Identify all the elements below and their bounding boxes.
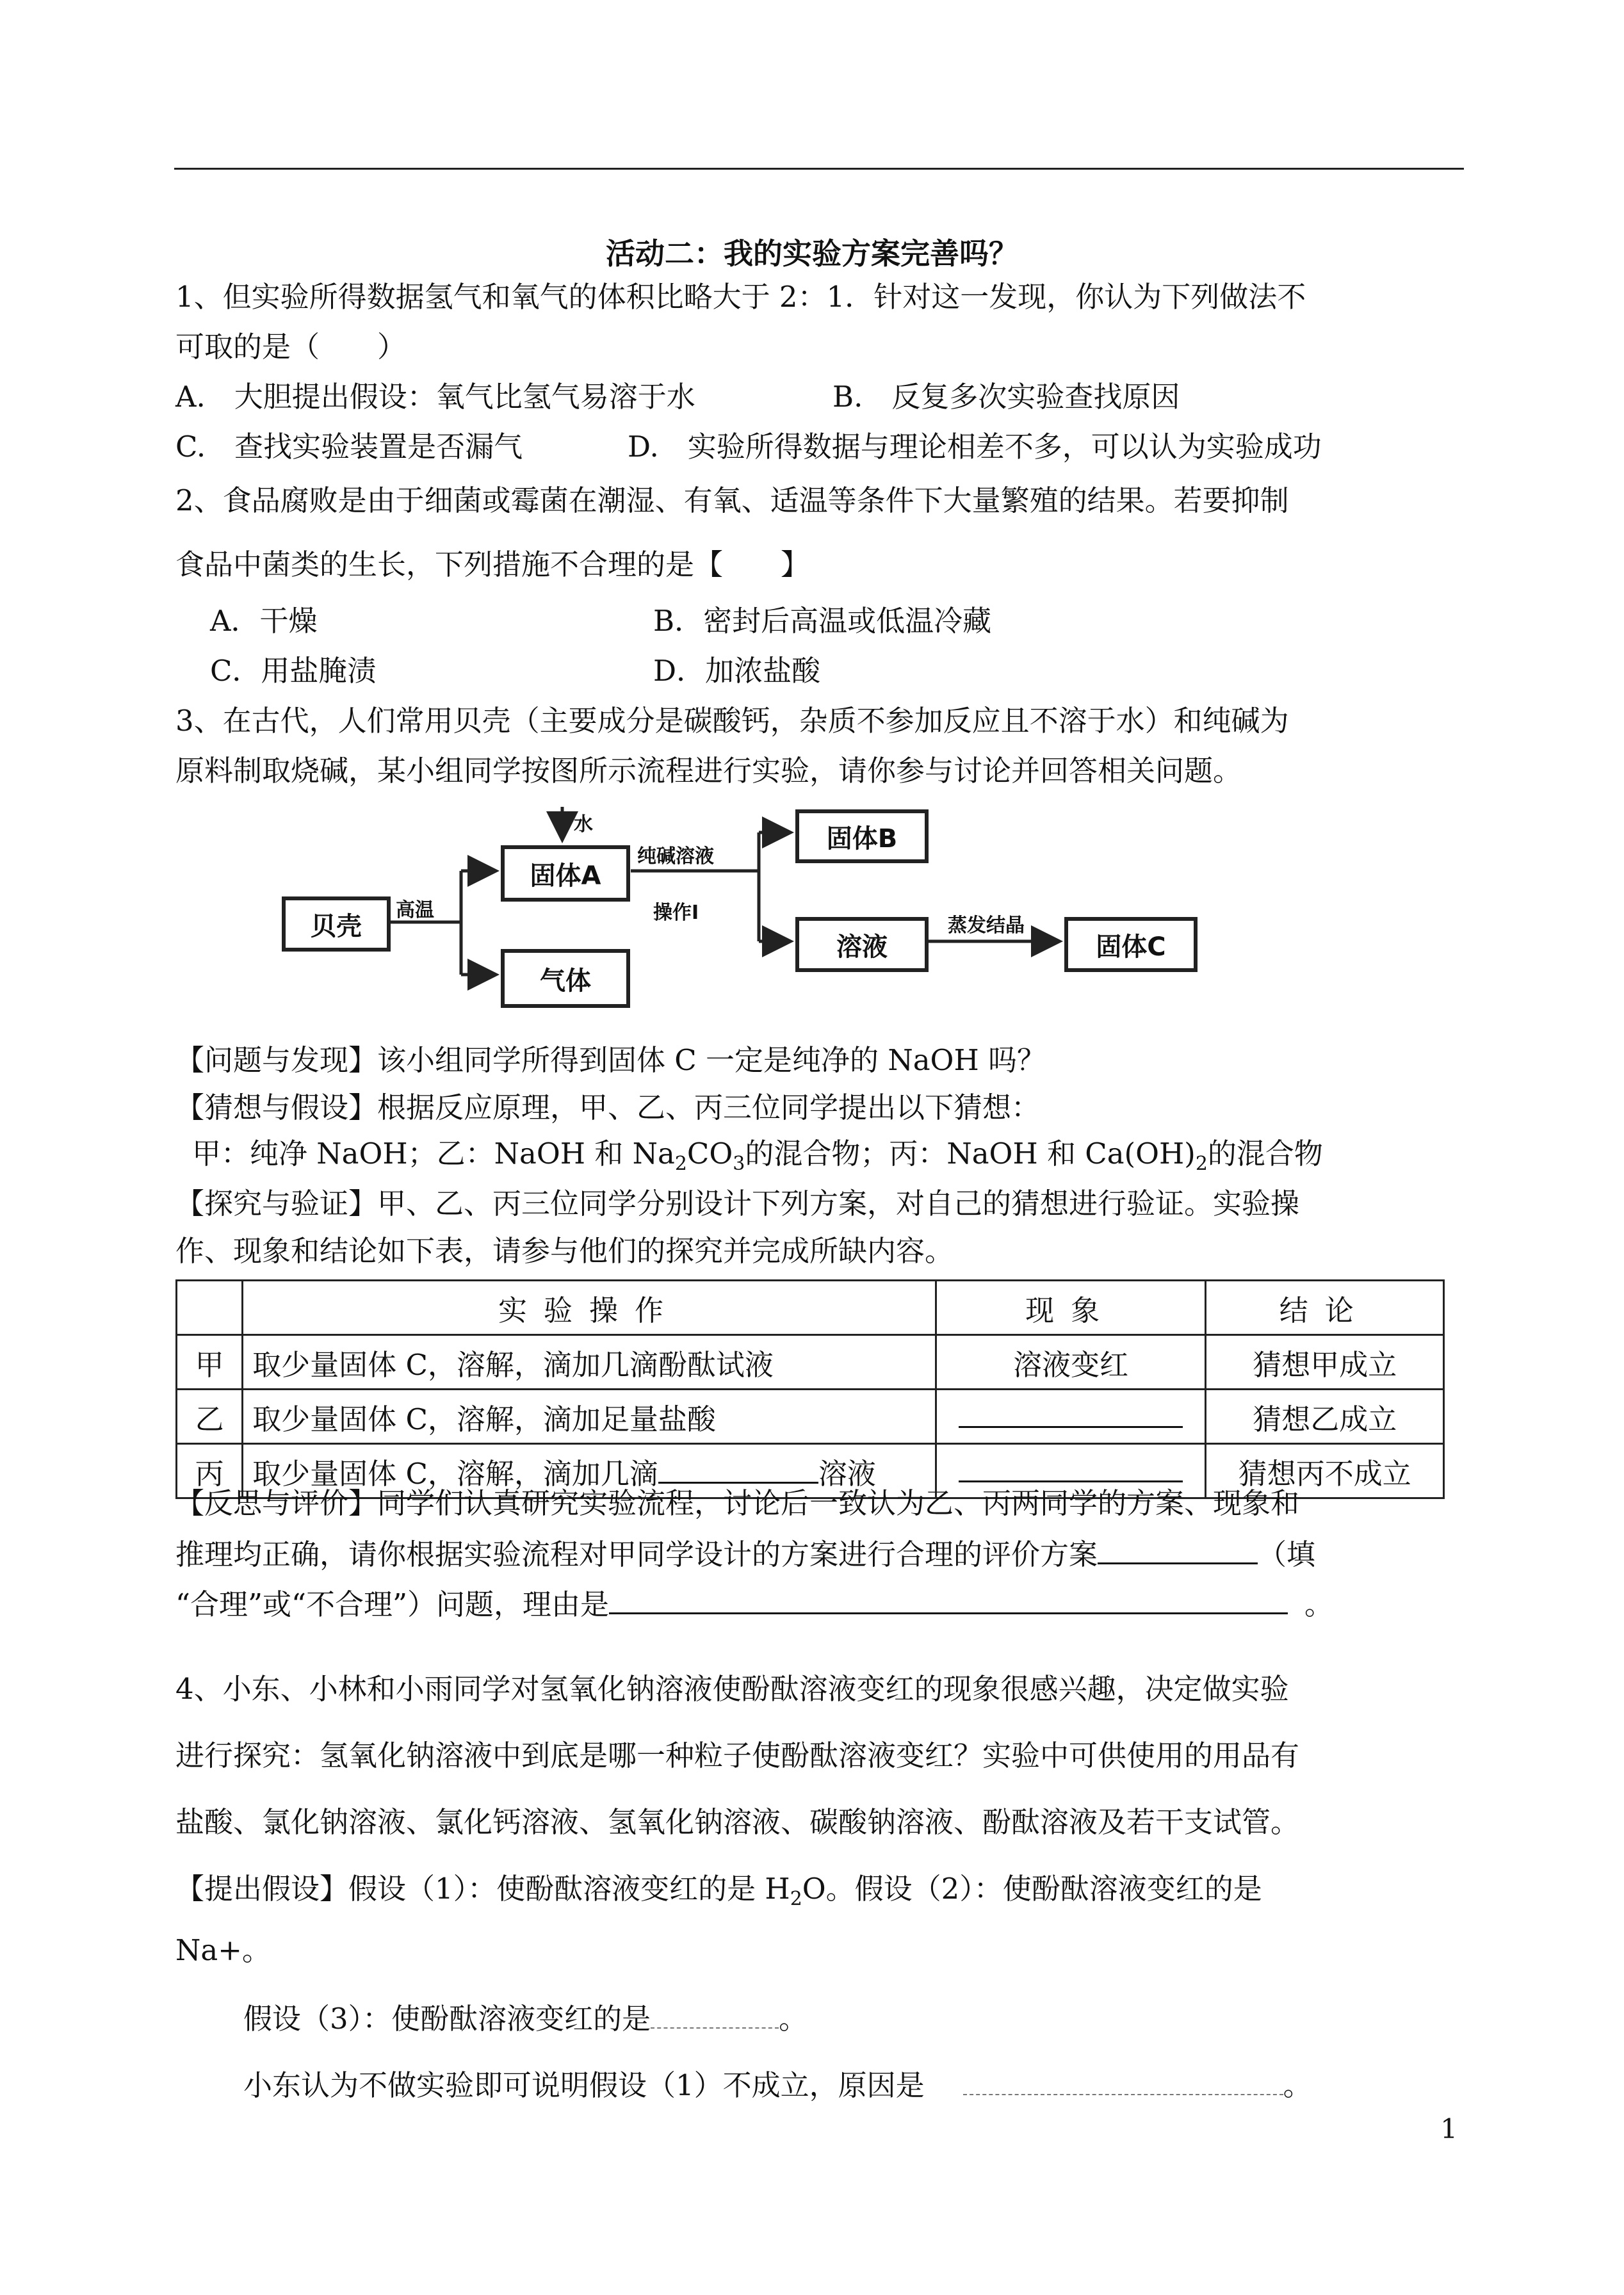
q3-guesses bbox=[192, 1135, 1323, 1183]
table-row bbox=[177, 1335, 1444, 1390]
q3-reflect-line3 bbox=[175, 1584, 1333, 1624]
answer-blank[interactable] bbox=[1098, 1534, 1258, 1564]
label-high-temp: 高温 bbox=[396, 899, 434, 921]
q1-option-b: B. 反复多次实验查找原因 bbox=[832, 380, 1180, 414]
row-phenomenon: 溶液变红 bbox=[936, 1335, 1206, 1390]
row-operation-suffix: 溶液 bbox=[818, 1456, 876, 1491]
reflect-period: 。 bbox=[1304, 1587, 1334, 1621]
answer-blank[interactable] bbox=[959, 1398, 1183, 1428]
guess-yi-sub2: 3 bbox=[733, 1153, 745, 1175]
q3-verify-line2: 作、现象和结论如下表，请参与他们的探究并完成所缺内容。 bbox=[175, 1234, 954, 1268]
row-operation: 取少量固体 C，溶解，滴加几滴酚酞试液 bbox=[243, 1335, 936, 1390]
q4-hypothesis-3 bbox=[243, 1999, 808, 2038]
q4-stem-line3: 盐酸、氯化钠溶液、氯化钙溶液、氢氧化钠溶液、碳酸钠溶液、酚酞溶液及若干支试管。 bbox=[175, 1805, 1300, 1839]
guess-yi bbox=[436, 1137, 889, 1175]
guess-yi-mid: CO bbox=[686, 1137, 733, 1171]
q3-hypothesis: 【猜想与假设】根据反应原理，甲、乙、丙三位同学提出以下猜想： bbox=[175, 1091, 1041, 1124]
process-flow-diagram bbox=[275, 807, 1204, 1018]
q2-option-a: A．干燥 bbox=[210, 604, 318, 638]
q1-stem-line1: 1、但实验所得数据氢气和氧气的体积比略大于 2：1．针对这一发现，你认为下列做法不 bbox=[175, 280, 1306, 314]
answer-blank[interactable] bbox=[963, 2066, 1283, 2095]
header-operation: 实验操作 bbox=[243, 1281, 936, 1335]
row-operation-text: 取少量固体 C，溶解，滴加几滴 bbox=[252, 1456, 658, 1491]
guess-yi-post: 的混合物； bbox=[745, 1137, 889, 1171]
hyp-1-text: 【提出假设】假设（1）：使酚酞溶液变红的是 H bbox=[175, 1872, 790, 1906]
guess-yi-sub1: 2 bbox=[674, 1153, 687, 1175]
row-operation: 取少量固体 C，溶解，滴加足量盐酸 bbox=[243, 1390, 936, 1444]
hyp-1-sub: 2 bbox=[790, 1888, 802, 1910]
row-conclusion: 猜想乙成立 bbox=[1206, 1390, 1444, 1444]
hyp-3-period: 。 bbox=[779, 2002, 808, 2036]
q1-option-d: D. 实验所得数据与理论相差不多，可以认为实验成功 bbox=[628, 430, 1322, 464]
q3-problem: 【问题与发现】该小组同学所得到固体 C 一定是纯净的 NaOH 吗？ bbox=[175, 1043, 1046, 1077]
label-operation-1: 操作Ⅰ bbox=[653, 902, 699, 924]
reflect-fill-hint: （填 bbox=[1258, 1537, 1316, 1571]
node-shell: 贝壳 bbox=[282, 896, 391, 952]
guess-jia: 甲：纯净 NaOH； bbox=[192, 1137, 437, 1171]
row-phenomenon-blank[interactable] bbox=[936, 1390, 1206, 1444]
header-conclusion: 结论 bbox=[1206, 1281, 1444, 1335]
q1-option-a: A. 大胆提出假设：氧气比氢气易溶于水 bbox=[175, 380, 695, 414]
node-solution: 溶液 bbox=[795, 917, 929, 972]
q2-option-d: D．加浓盐酸 bbox=[653, 654, 821, 688]
q2-stem-line2: 食品中菌类的生长，下列措施不合理的是【 】 bbox=[175, 547, 810, 581]
xiaodong-period: 。 bbox=[1283, 2068, 1312, 2102]
table-row bbox=[177, 1390, 1444, 1444]
header-phenomenon: 现象 bbox=[936, 1281, 1206, 1335]
answer-blank[interactable] bbox=[959, 1452, 1183, 1482]
table-header-row bbox=[177, 1281, 1444, 1335]
reflect-reason-text: “合理”或“不合理”）问题，理由是 bbox=[175, 1587, 610, 1621]
header-rule bbox=[174, 168, 1464, 170]
row-conclusion: 猜想甲成立 bbox=[1206, 1335, 1444, 1390]
answer-blank[interactable] bbox=[658, 1454, 818, 1484]
reflect-text: 推理均正确，请你根据实验流程对甲同学设计的方案进行合理的评价方案 bbox=[175, 1537, 1098, 1571]
q4-hypothesis-line2: Na+。 bbox=[175, 1933, 271, 1967]
label-evaporate: 蒸发结晶 bbox=[948, 914, 1025, 937]
hyp-1-post: O。假设（2）：使酚酞溶液变红的是 bbox=[802, 1872, 1262, 1906]
page-number: 1 bbox=[1440, 2113, 1458, 2145]
page-title: 活动二：我的实验方案完善吗？ bbox=[606, 236, 1018, 271]
experiment-table bbox=[175, 1279, 1445, 1499]
label-water: 水 bbox=[574, 813, 593, 836]
row-who: 甲 bbox=[177, 1335, 243, 1390]
q3-stem-line1: 3、在古代，人们常用贝壳（主要成分是碳酸钙，杂质不参加反应且不溶于水）和纯碱为 bbox=[175, 704, 1289, 738]
q4-hypothesis-line1 bbox=[175, 1870, 1262, 1918]
q3-verify-line1: 【探究与验证】甲、乙、丙三位同学分别设计下列方案，对自己的猜想进行验证。实验操 bbox=[175, 1187, 1300, 1220]
row-conclusion: 猜想丙不成立 bbox=[1206, 1444, 1444, 1498]
q3-stem-line2: 原料制取烧碱，某小组同学按图所示流程进行实验，请你参与讨论并回答相关问题。 bbox=[175, 754, 1242, 788]
xiaodong-text: 小东认为不做实验即可说明假设（1）不成立，原因是 bbox=[243, 2068, 925, 2102]
node-solid-c: 固体C bbox=[1064, 917, 1198, 972]
q2-option-c: C．用盐腌渍 bbox=[210, 654, 377, 688]
row-who: 丙 bbox=[177, 1444, 243, 1498]
header-empty bbox=[177, 1281, 243, 1335]
guess-bing-post: 的混合物 bbox=[1207, 1137, 1323, 1171]
guess-yi-text: 乙：NaOH 和 Na bbox=[436, 1137, 675, 1171]
label-soda-solution: 纯碱溶液 bbox=[637, 845, 714, 868]
q2-stem-line1: 2、食品腐败是由于细菌或霉菌在潮湿、有氧、适温等条件下大量繁殖的结果。若要抑制 bbox=[175, 483, 1289, 517]
node-solid-a: 固体A bbox=[501, 845, 630, 902]
row-who: 乙 bbox=[177, 1390, 243, 1444]
q3-reflect-line2 bbox=[175, 1534, 1315, 1574]
q4-stem-line1: 4、小东、小林和小雨同学对氢氧化钠溶液使酚酞溶液变红的现象很感兴趣，决定做实验 bbox=[175, 1672, 1289, 1706]
guess-bing bbox=[889, 1137, 1323, 1175]
q1-stem-line2: 可取的是（ ） bbox=[175, 330, 407, 364]
answer-blank[interactable] bbox=[609, 1584, 1288, 1614]
q4-stem-line2: 进行探究：氢氧化钠溶液中到底是哪一种粒子使酚酞溶液变红？实验中可供使用的用品有 bbox=[175, 1739, 1300, 1772]
q3-reflect-line1: 【反思与评价】同学们认真研究实验流程，讨论后一致认为乙、丙两同学的方案、现象和 bbox=[175, 1486, 1300, 1520]
q4-xiaodong bbox=[243, 2066, 1312, 2105]
q1-option-c: C. 查找实验装置是否漏气 bbox=[175, 430, 523, 464]
guess-bing-text: 丙：NaOH 和 Ca(OH) bbox=[889, 1137, 1196, 1171]
node-gas: 气体 bbox=[501, 949, 630, 1008]
answer-blank[interactable] bbox=[651, 1999, 779, 2029]
guess-bing-sub: 2 bbox=[1195, 1153, 1208, 1175]
q2-option-b: B．密封后高温或低温冷藏 bbox=[653, 604, 992, 638]
hyp-3-text: 假设（3）：使酚酞溶液变红的是 bbox=[243, 2002, 651, 2036]
node-solid-b: 固体B bbox=[795, 809, 929, 863]
